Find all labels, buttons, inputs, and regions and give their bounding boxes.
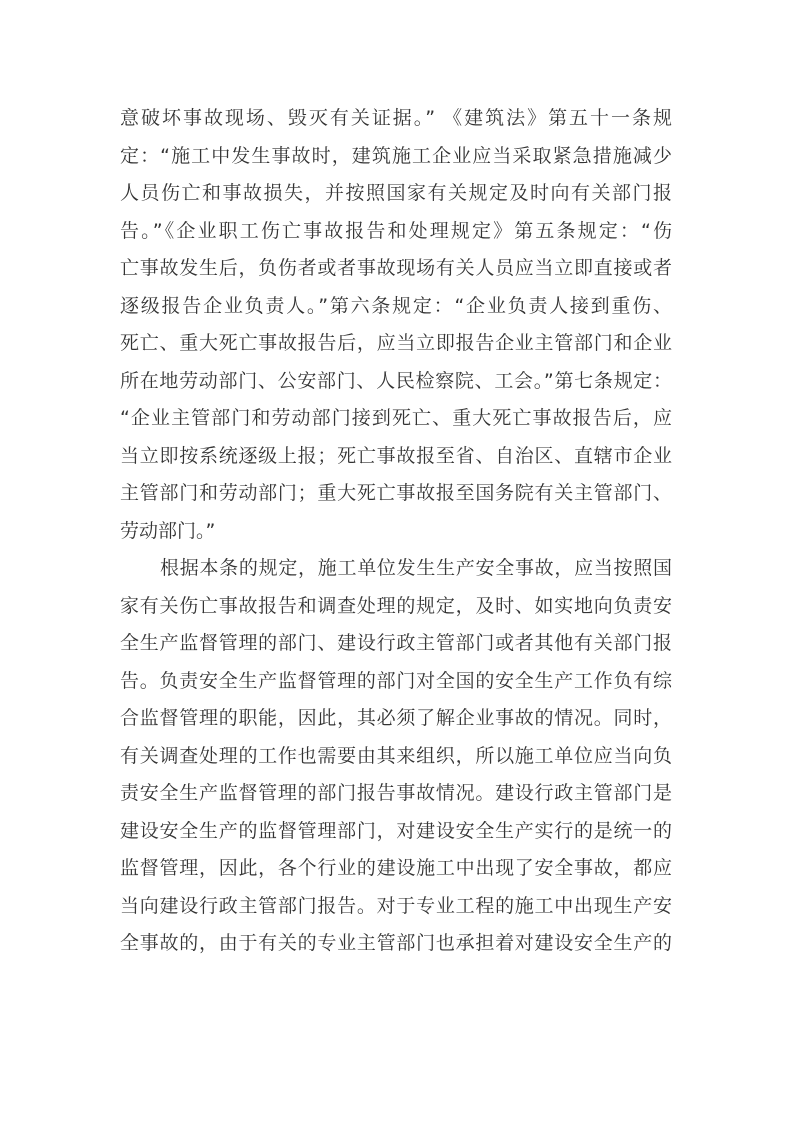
text-line: 根据本条的规定，施工单位发生生产安全事故，应当按照国 — [160, 557, 672, 579]
text-line: 所在地劳动部门、公安部门、人民检察院、工会。”第七条规定： — [120, 369, 672, 392]
text-line: 全事故的，由于有关的专业主管部门也承担着对建设安全生产的 — [120, 932, 672, 954]
text-line: 劳动部门。” — [120, 519, 216, 542]
text-line: 有关调查处理的工作也需要由其来组织，所以施工单位应当向负 — [120, 744, 672, 767]
text-line: 主管部门和劳动部门；重大死亡事故报至国务院有关主管部门、 — [120, 482, 672, 504]
text-line: 亡事故发生后，负伤者或者事故现场有关人员应当立即直接或者 — [120, 257, 672, 279]
text-line: 当立即按系统逐级上报；死亡事故报至省、自治区、直辖市企业 — [120, 444, 672, 467]
text-line: 当向建设行政主管部门报告。对于专业工程的施工中出现生产安 — [120, 894, 672, 917]
text-line: 告。”《企业职工伤亡事故报告和处理规定》第五条规定：“伤 — [120, 219, 672, 242]
text-line: 人员伤亡和事故损失，并按照国家有关规定及时向有关部门报 — [120, 182, 672, 204]
text-line: 全生产监督管理的部门、建设行政主管部门或者其他有关部门报 — [120, 632, 672, 654]
text-line: 定：“施工中发生事故时，建筑施工企业应当采取紧急措施减少 — [120, 144, 672, 167]
text-line: 监督管理，因此，各个行业的建设施工中出现了安全事故，都应 — [120, 857, 672, 879]
text-line: 逐级报告企业负责人。”第六条规定：“企业负责人接到重伤、 — [120, 294, 672, 317]
text-line: 合监督管理的职能，因此，其必须了解企业事故的情况。同时， — [120, 707, 672, 729]
text-line: 意破坏事故现场、毁灭有关证据。” 《建筑法》第五十一条规 — [120, 107, 672, 129]
text-line: 告。负责安全生产监督管理的部门对全国的安全生产工作负有综 — [120, 669, 672, 692]
text-line: “企业主管部门和劳动部门接到死亡、重大死亡事故报告后，应 — [120, 407, 672, 429]
text-line: 建设安全生产的监督管理部门，对建设安全生产实行的是统一的 — [120, 819, 672, 842]
text-line: 家有关伤亡事故报告和调查处理的规定，及时、如实地向负责安 — [120, 594, 672, 617]
text-line: 责安全生产监督管理的部门报告事故情况。建设行政主管部门是 — [120, 782, 672, 804]
text-line: 死亡、重大死亡事故报告后，应当立即报告企业主管部门和企业 — [120, 332, 672, 354]
